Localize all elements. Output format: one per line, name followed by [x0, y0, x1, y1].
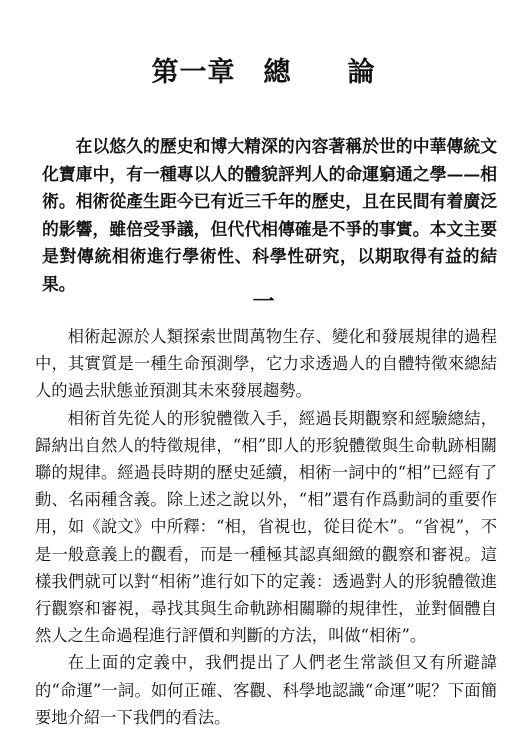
- body-paragraph: 在上面的定義中，我們提出了人們老生常談但又有所避諱的“命運”一詞。如何正確、客觀、科學地認識“命運”呢？下面簡要地介紹一下我們的看法。: [35, 653, 497, 727]
- section-number: 一: [252, 289, 275, 315]
- body-paragraph: 相術首先從人的形貌體徵入手，經過長期觀察和經驗總結，歸納出自然人的特徵規律，“相”即人的形貌體徵與生命軌跡相關聯的規律。經過長時期的歷史延續，相術一詞中的“相”已經有了動、名兩種含義。除上述之說以外，“相”還有作爲動詞的重要作用，如《說文》中所釋：“相，省視也，從目從木”。“省視”，不是一般意義上的觀看，而是一種極其認真細緻的觀察和審視。這樣我們就可以對“相術”進行如下的定義：透過對人的形貌體徵進行觀察和審視，尋找其與生命軌跡相關聯的規律性，並對個體自然人之生命過程進行評價和判斷的方法，叫做“相術”。: [35, 408, 497, 646]
- body-text: [35, 323, 497, 731]
- abstract-paragraph: 在以悠久的歷史和博大精深的內容著稱於世的中華傳統文化寶庫中，有一種專以人的體貌評判人的命運窮通之學——相術。相術從產生距今已有近三千年的歷史，且在民間有着廣泛的影響，雖倍受爭議，但代代相傳確是不爭的事實。本文主要是對傳統相術進行學術性、科學性研究，以期取得有益的結果。: [42, 136, 497, 294]
- body-paragraph: 相術起源於人類探索世間萬物生存、變化和發展規律的過程中，其實質是一種生命預測學，它力求透過人的自體特徵來總結人的過去狀態並預測其未來發展趨勢。: [35, 327, 497, 401]
- chapter-abstract: [42, 133, 497, 298]
- chapter-title: 第一章 總 論: [151, 57, 376, 88]
